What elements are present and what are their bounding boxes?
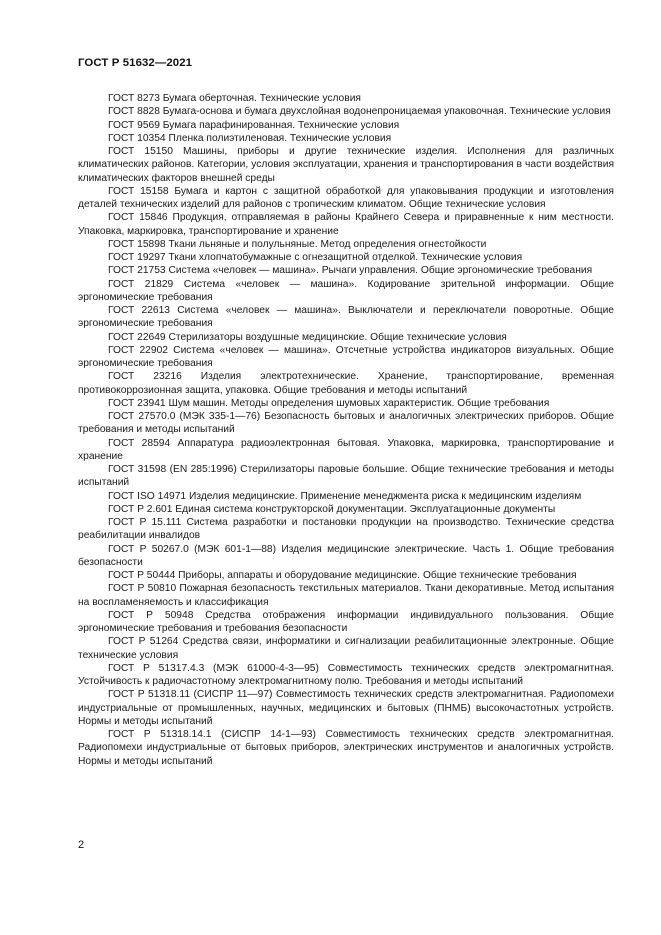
reference-entry: ГОСТ Р 50267.0 (МЭК 601-1—88) Изделия медицинские электрические. Часть 1. Общие требования безопасности — [78, 543, 614, 568]
reference-entry: ГОСТ 15898 Ткани льняные и полульняные. Метод определения огнестойкости — [108, 238, 487, 250]
reference-entry: ГОСТ ISO 14971 Изделия медицинские. Применение менеджмента риска к медицинским изделиям — [108, 490, 582, 502]
reference-entry: ГОСТ Р 51318.14.1 (СИСПР 14-1—93) Совместимость технических средств электромагнитная. Радиопомехи индустриальные от бытовых приборов, электрических инструментов и аналогичных устройств. Нормы и методы испытаний — [78, 729, 614, 767]
reference-entry: ГОСТ Р 50948 Средства отображения информации индивидуального пользования. Общие эргономические требования и требования безопасности — [78, 609, 614, 634]
reference-entry: ГОСТ 19297 Ткани хлопчатобумажные с огнезащитной отделкой. Технические условия — [108, 252, 523, 263]
reference-entry: ГОСТ 22902 Система «человек — машина». Отсчетные устройства индикаторов визуальных. Общие эргономические требования — [78, 344, 614, 369]
normative-references-list — [78, 92, 614, 768]
reference-entry: ГОСТ 23216 Изделия электротехнические. Хранение, транспортирование, временная противокоррозионная защита, упаковка. Общие требования и методы испытаний — [78, 371, 614, 396]
reference-entry: ГОСТ Р 50810 Пожарная безопасность текстильных материалов. Ткани декоративные. Метод испытания на воспламеняемость и классификация — [78, 583, 614, 608]
reference-entry: ГОСТ Р 51317.4.3 (МЭК 61000-4-3—95) Совместимость технических средств электромагнитная. Устойчивость к радиочастотному электромагнитному полю. Требования и методы испытаний — [78, 662, 614, 687]
reference-entry: ГОСТ 27570.0 (МЭК 335-1—76) Безопасность бытовых и аналогичных электрических приборов. Общие требования и методы испытаний — [78, 411, 614, 436]
reference-entry: ГОСТ 8828 Бумага-основа и бумага двухслойная водонепроницаемая упаковочная. Технические условия — [108, 106, 611, 118]
reference-entry: ГОСТ 8273 Бумага оберточная. Технические условия — [108, 93, 361, 104]
page-number: 2 — [78, 839, 85, 851]
reference-entry: ГОСТ 22649 Стерилизаторы воздушные медицинские. Общие технические условия — [108, 331, 507, 343]
reference-entry: ГОСТ 31598 (EN 285:1996) Стерилизаторы паровые большие. Общие технические требования и методы испытаний — [78, 464, 614, 489]
reference-entry: ГОСТ Р 15.111 Система разработки и постановки продукции на производство. Технические средства реабилитации инвалидов — [78, 517, 614, 542]
reference-entry: ГОСТ 10354 Пленка полиэтиленовая. Технические условия — [108, 132, 392, 144]
reference-entry: ГОСТ 15846 Продукция, отправляемая в районы Крайнего Севера и приравненные к ним местности. Упаковка, маркировка, транспортирование и хранение — [78, 212, 614, 237]
reference-entry: ГОСТ 9569 Бумага парафинированная. Технические условия — [108, 119, 400, 131]
page-header-title: ГОСТ Р 51632—2021 — [78, 57, 193, 69]
reference-entry: ГОСТ 21829 Система «человек — машина». Кодирование зрительной информации. Общие эргономические требования — [78, 278, 614, 303]
reference-entry: ГОСТ Р 51318.11 (СИСПР 11—97) Совместимость технических средств электромагнитная. Радиопомехи индустриальные от промышленных, научных, медицинских и бытовых (ПНМБ) высокочастотных устройств. Нормы и методы испытаний — [78, 689, 614, 727]
reference-entry: ГОСТ 15150 Машины, приборы и другие технические изделия. Исполнения для различных климатических районов. Категории, условия эксплуатации, хранения и транспортирования в части воздействия климатических факторов внешней среды — [78, 146, 614, 184]
reference-entry: ГОСТ 23941 Шум машин. Методы определения шумовых характеристик. Общие требования — [108, 397, 550, 409]
reference-entry: ГОСТ 28594 Аппаратура радиоэлектронная бытовая. Упаковка, маркировка, транспортирование и хранение — [78, 437, 614, 462]
reference-entry: ГОСТ Р 50444 Приборы, аппараты и оборудование медицинские. Общие технические требования — [108, 570, 577, 581]
reference-entry: ГОСТ 15158 Бумага и картон с защитной обработкой для упаковывания продукции и изготовления деталей технических изделий для районов с тропическим климатом. Общие технические условия — [78, 185, 614, 210]
reference-entry: ГОСТ Р 51264 Средства связи, информатики и сигнализации реабилитационные электронные. Общие технические условия — [78, 636, 614, 661]
reference-entry: ГОСТ 22613 Система «человек — машина». Выключатели и переключатели поворотные. Общие эргономические требования — [78, 305, 614, 330]
reference-entry: ГОСТ 21753 Система «человек — машина». Рычаги управления. Общие эргономические требования — [108, 265, 593, 277]
reference-entry: ГОСТ Р 2.601 Единая система конструкторской документации. Эксплуатационные документы — [108, 503, 556, 515]
